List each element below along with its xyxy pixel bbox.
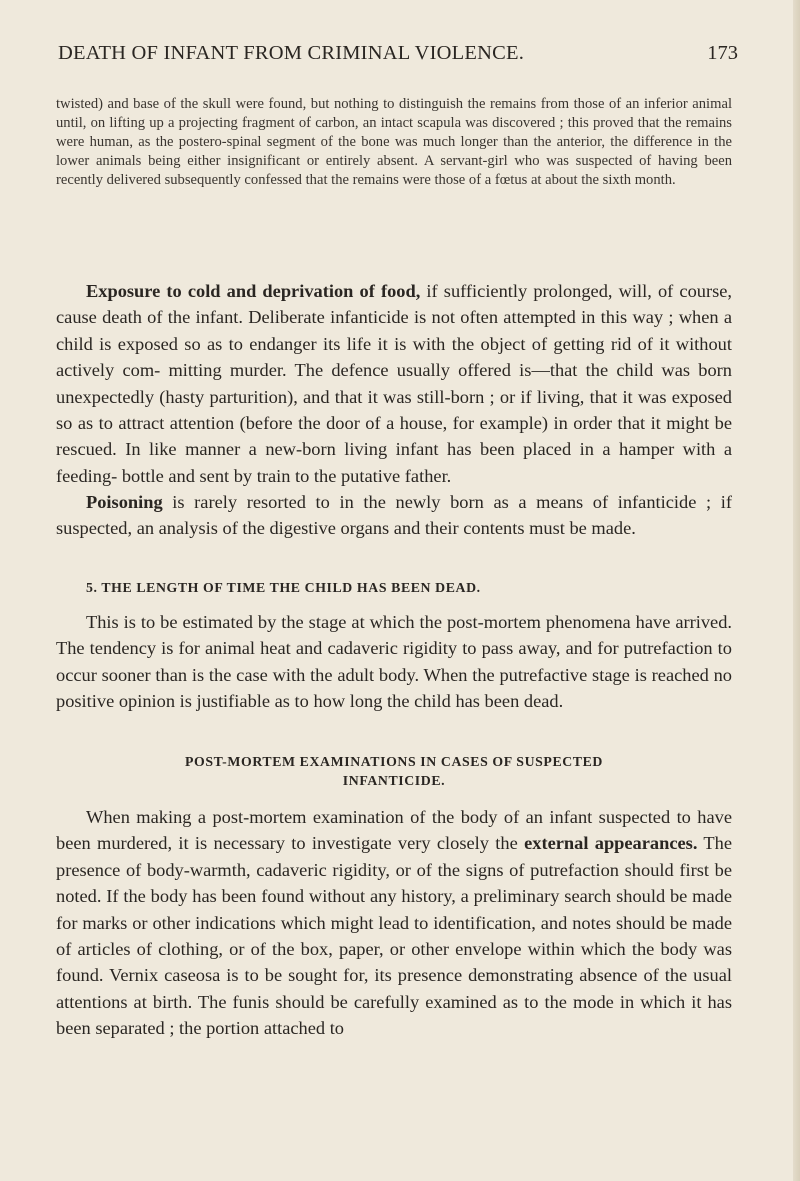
post-mortem-heading	[56, 752, 732, 790]
running-title: DEATH OF INFANT FROM CRIMINAL VIOLENCE.	[58, 42, 525, 64]
post-mortem-text	[56, 804, 732, 1042]
intro-text: twisted) and base of the skull were found, but nothing to distinguish the remains from those of an inferior animal until, on lifting up a projecting fragment of carbon, an intact scapula was discovered ; this proved that the remains were human, as the postero-spinal segment of the bone was much longer than the anterior, the difference in the lower animals being either insignificant or entirely absent. A servant-girl who was suspected of having been recently delivered subsequently confessed that the remains were those of a fœtus at about the sixth month.	[56, 96, 732, 188]
exposure-text	[56, 278, 732, 489]
poisoning-lead: Poisoning	[86, 492, 163, 512]
post-mortem-text-before: When making a post-mortem examination of the body of an infant suspected to have been murdered, it is necessary to investigate very closely the	[56, 807, 732, 854]
external-appearances: external appearances.	[524, 833, 698, 854]
section-5-heading: 5. THE LENGTH OF TIME THE CHILD HAS BEEN DEAD.	[86, 580, 481, 595]
post-mortem-text-after: The presence of body-warmth, cadaveric rigidity, or of the signs of putrefaction should first be noted. If the body has been found without any history, a preliminary search should be made for marks or other indications which might lead to identification, and notes should be made of articles of clothing, or of the box, paper, or other envelope within which the body was found. Vernix caseosa is to be sought for, its presence demonstrating absence of the usual attentions at birth. The funis should be carefully examined as to the mode in which it has been separated ; the portion attached to	[56, 833, 732, 1039]
exposure-body: if sufficiently prolonged, will, of course, cause death of the infant. Deliberate infanticide is not often attempted in this way ; when a child is exposed so as to endanger its life it is with the object of getting rid of it without actively com- mitting murder. The defence usually offered is—that the child was born unexpectedly (hasty parturition), and that it was still-born ; or if living, that it was exposed so as to attract attention (before the door of a house, for example) in order that it might be rescued. In like manner a new-born living infant has been placed in a hamper with a feeding- bottle and sent by train to the putative father.	[56, 281, 732, 486]
post-mortem-heading-line2: INFANTICIDE.	[342, 773, 446, 788]
exposure-lead: Exposure to cold and deprivation of food,	[86, 281, 421, 301]
section-5-paragraph	[56, 609, 732, 715]
exposure-paragraph	[56, 278, 732, 489]
page-header	[58, 42, 738, 70]
poisoning-body: is rarely resorted to in the newly born as a means of infanticide ; if suspected, an analysis of the digestive organs and their contents must be made.	[56, 492, 732, 539]
poisoning-text	[56, 489, 732, 542]
poisoning-paragraph	[56, 489, 732, 542]
intro-paragraph	[56, 95, 732, 190]
page-edge	[793, 0, 800, 1181]
section-5-text: This is to be estimated by the stage at which the post-mortem phenomena have arrived. The tendency is for animal heat and cadaveric rigidity to pass away, and for putrefaction to occur sooner than is the case with the adult body. When the putrefactive stage is reached no positive opinion is justifiable as to how long the child has been dead.	[56, 612, 732, 712]
post-mortem-heading-line1: POST-MORTEM EXAMINATIONS IN CASES OF SUSPECTED	[185, 754, 603, 769]
post-mortem-paragraph	[56, 804, 732, 1042]
page-number: 173	[707, 42, 738, 64]
